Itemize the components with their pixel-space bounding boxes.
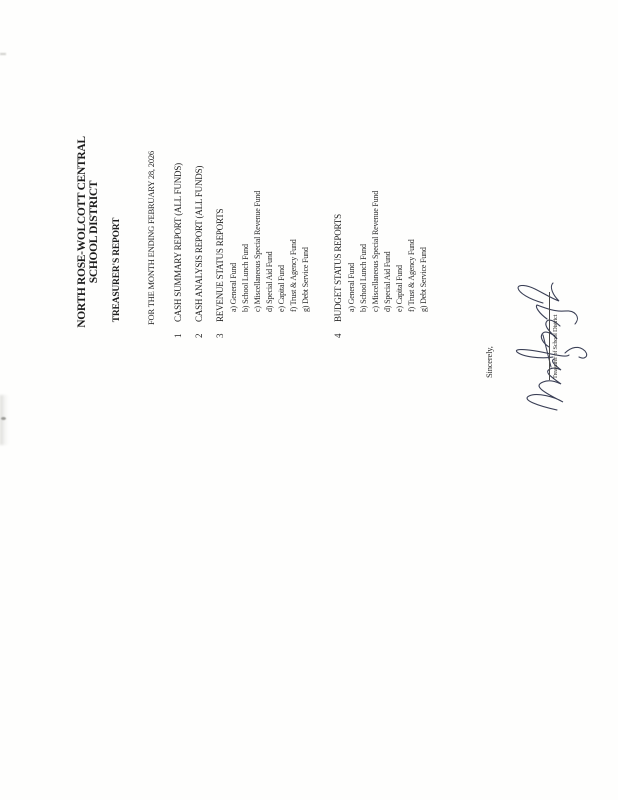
list-item [193, 98, 205, 338]
report-title: TREASURER'S REPORT [112, 217, 122, 323]
signature-line [549, 292, 550, 380]
item-number: 3 [215, 333, 225, 338]
item-label: CASH ANALYSIS REPORT (ALL FUNDS) [194, 165, 204, 322]
list-item [332, 98, 344, 338]
sub-item: b) School Lunch Fund [241, 244, 250, 312]
sub-item: g) Debt Service Fund [301, 247, 310, 312]
report-period: FOR THE MONTH ENDING FEBRUARY 28, 2026 [146, 151, 156, 325]
sub-item: b) School Lunch Fund [359, 244, 368, 312]
sub-item: e) Capital Fund [395, 265, 404, 312]
sub-item: f) Trust & Agency Fund [289, 239, 298, 312]
item-number: 4 [333, 333, 343, 338]
closing-text: Sincerely, [484, 346, 494, 378]
report-contents-list [172, 98, 430, 338]
signature-caption: Treasurer of School District [552, 314, 559, 379]
sub-item: c) Miscellaneous Special Revenue Fund [371, 190, 380, 312]
district-name: NORTH ROSE-WOLCOTT CENTRAL SCHOOL DISTRICT [76, 136, 100, 328]
item-label: CASH SUMMARY REPORT (ALL FUNDS) [173, 163, 183, 322]
sub-item: e) Capital Fund [277, 265, 286, 312]
sub-item: f) Trust & Agency Fund [407, 239, 416, 312]
sub-item: d) Special Aid Fund [383, 251, 392, 312]
sub-item: g) Debt Service Fund [419, 247, 428, 312]
item-number: 1 [173, 333, 183, 338]
sub-item: a) General Fund [347, 263, 356, 312]
item-number: 2 [194, 333, 204, 338]
scan-smudge [0, 395, 9, 445]
list-item [214, 98, 226, 338]
item-label: BUDGET STATUS REPORTS [333, 214, 343, 322]
item-label: REVENUE STATUS REPORTS [215, 208, 225, 322]
sub-item: c) Miscellaneous Special Revenue Fund [253, 190, 262, 312]
list-item [172, 98, 184, 338]
scan-corner-mark [0, 53, 6, 55]
sub-item: a) General Fund [229, 263, 238, 312]
sub-item: d) Special Aid Fund [265, 251, 274, 312]
scan-speck [1, 417, 6, 420]
